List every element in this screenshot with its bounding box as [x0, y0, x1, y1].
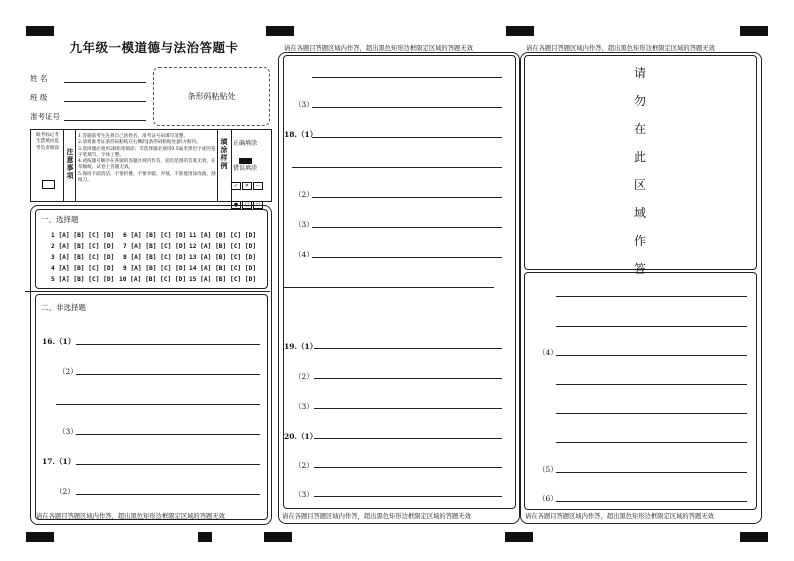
notice-box: [30, 129, 272, 208]
mc-question[interactable]: 15 [A] [B] [C] [D]: [189, 276, 257, 283]
question-label: （2）: [58, 367, 78, 376]
exam-id-field[interactable]: [64, 120, 146, 121]
answer-box-3: [524, 272, 757, 510]
warning-text: 请在各题目答题区域内作答，超出黑色矩形边框限定区域的答题无效: [282, 513, 471, 520]
registration-mark: [740, 26, 768, 36]
answer-line[interactable]: [314, 408, 502, 409]
nonmc-section-title: 二、非选择题: [41, 303, 86, 312]
answer-line[interactable]: [56, 404, 260, 405]
mc-section-title: 一、选择题: [41, 215, 79, 224]
question-label: （2）: [294, 372, 314, 381]
registration-mark: [198, 532, 212, 542]
answer-line[interactable]: [76, 374, 260, 375]
answer-line[interactable]: [556, 384, 747, 385]
answer-line[interactable]: [292, 167, 502, 168]
answer-line[interactable]: [556, 296, 747, 297]
mc-question[interactable]: 6 [A] [B] [C] [D]: [123, 232, 187, 239]
registration-mark: [264, 532, 292, 542]
question-label: （3）: [294, 100, 314, 109]
answer-line[interactable]: [314, 438, 502, 439]
question-label: （3）: [294, 490, 314, 499]
notice-title: 注意事项: [66, 148, 75, 180]
question-label: 19.（1）: [284, 342, 318, 351]
mc-question[interactable]: 4 [A] [B] [C] [D]: [51, 265, 115, 272]
notice-item: 1.答题前考生先将自己的姓名、准考证号码填写清楚。: [78, 134, 189, 139]
wrong-fill-samples: ✓ ✕ — ● □ ▭: [231, 175, 264, 213]
question-label: 20.（1）: [284, 432, 318, 441]
mc-question[interactable]: 1 [A] [B] [C] [D]: [51, 232, 115, 239]
question-label: 17.（1）: [42, 457, 76, 466]
mc-question[interactable]: 10 [A] [B] [C] [D]: [119, 276, 187, 283]
answer-line[interactable]: [312, 257, 502, 258]
mc-question[interactable]: 7 [A] [B] [C] [D]: [123, 243, 187, 250]
absent-note: 缺考标记考生禁填由监考负责填涂: [36, 133, 59, 151]
answer-box-2: [283, 55, 516, 509]
warning-text: 请在各题目答题区域内作答，超出黑色矩形边框限定区域的答题无效: [284, 45, 473, 52]
registration-mark: [505, 532, 533, 542]
no-answer-notice: 请 勿 在 此 区 域 作 答: [633, 66, 646, 276]
answer-line[interactable]: [556, 501, 747, 502]
answer-line[interactable]: [312, 197, 502, 198]
question-label: （2）: [294, 461, 314, 470]
class-field[interactable]: [64, 101, 146, 102]
question-label: （3）: [294, 220, 314, 229]
mc-question[interactable]: 2 [A] [B] [C] [D]: [51, 243, 115, 250]
registration-mark: [506, 26, 534, 36]
divider: [25, 291, 270, 292]
mc-question[interactable]: 14 [A] [B] [C] [D]: [189, 265, 257, 272]
name-field[interactable]: [64, 82, 146, 83]
answer-line[interactable]: [314, 348, 502, 349]
wrong-fill-label: 错误填涂: [233, 165, 258, 172]
mc-question[interactable]: 9 [A] [B] [C] [D]: [123, 265, 187, 272]
page-title: 九年级一模道德与法治答题卡: [69, 40, 239, 55]
answer-line[interactable]: [556, 472, 747, 473]
barcode-area: [153, 67, 270, 126]
notice-list: [78, 134, 216, 184]
mc-question[interactable]: 5 [A] [B] [C] [D]: [51, 276, 115, 283]
answer-line[interactable]: [314, 496, 502, 497]
answer-line[interactable]: [284, 287, 494, 288]
question-label: （5）: [538, 465, 558, 474]
registration-mark: [26, 26, 54, 36]
exam-id-label: 准考证号: [30, 112, 60, 121]
answer-line[interactable]: [76, 434, 260, 435]
question-label: （4）: [538, 348, 558, 357]
warning-text: 请在各题目答题区域内作答，超出黑色矩形边框限定区域的答题无效: [526, 45, 715, 52]
fill-example-title: 填涂样例: [220, 138, 229, 170]
answer-line[interactable]: [312, 107, 502, 108]
barcode-label: 条形码粘贴处: [187, 92, 236, 101]
mc-question[interactable]: 8 [A] [B] [C] [D]: [123, 254, 187, 261]
warning-text: 请在各题目答题区域内作答，超出黑色矩形边框限定区域的答题无效: [36, 513, 225, 520]
absent-checkbox[interactable]: [42, 180, 55, 189]
mc-question[interactable]: 12 [A] [B] [C] [D]: [189, 243, 257, 250]
question-label: （3）: [294, 402, 314, 411]
notice-item: 4.请按题号顺序在各题的答题区域内作答，超出范围的答案无效，在草稿纸、试卷上答题无效。: [78, 159, 216, 171]
notice-item: 5.保持卡面清洁，不要折叠、不要弄破、弄皱，不准使用涂改液、刮纸刀。: [78, 171, 216, 184]
question-label: （3）: [58, 427, 78, 436]
question-label: （2）: [55, 487, 75, 496]
answer-line[interactable]: [556, 442, 747, 443]
answer-line[interactable]: [556, 326, 747, 327]
name-label: 姓 名: [30, 74, 48, 83]
mc-question[interactable]: 3 [A] [B] [C] [D]: [51, 254, 115, 261]
answer-line[interactable]: [556, 355, 747, 356]
answer-line[interactable]: [76, 344, 260, 345]
warning-text: 请在各题目答题区域内作答，超出黑色矩形边框限定区域的答题无效: [525, 513, 714, 520]
mc-question[interactable]: 11 [A] [B] [C] [D]: [189, 232, 257, 239]
registration-mark: [740, 532, 768, 542]
answer-line[interactable]: [76, 464, 260, 465]
notice-item: 2.请将准考证条形码粘贴在右侧的[条形码粘贴处]的方框内。: [78, 140, 201, 146]
answer-line[interactable]: [314, 378, 502, 379]
question-label: （6）: [538, 494, 558, 503]
answer-line[interactable]: [314, 467, 502, 468]
mc-question[interactable]: 13 [A] [B] [C] [D]: [189, 254, 257, 261]
question-label: 18.（1）: [284, 130, 318, 139]
question-label: （4）: [294, 250, 314, 259]
answer-line[interactable]: [556, 413, 747, 414]
correct-fill-label: 正确填涂: [233, 140, 258, 147]
notice-item: 3.选择题必须用2B铅笔填涂；非选择题必须用0.5毫米黑色字迹的签字笔填写，字体工整。: [78, 146, 216, 158]
question-label: 16.（1）: [42, 337, 76, 346]
question-label: （2）: [294, 190, 314, 199]
answer-line[interactable]: [312, 137, 502, 138]
class-label: 班 级: [30, 93, 48, 102]
answer-line[interactable]: [312, 227, 502, 228]
registration-mark: [26, 532, 54, 542]
answer-line[interactable]: [312, 77, 502, 78]
answer-line[interactable]: [76, 494, 260, 495]
registration-mark: [266, 26, 294, 36]
